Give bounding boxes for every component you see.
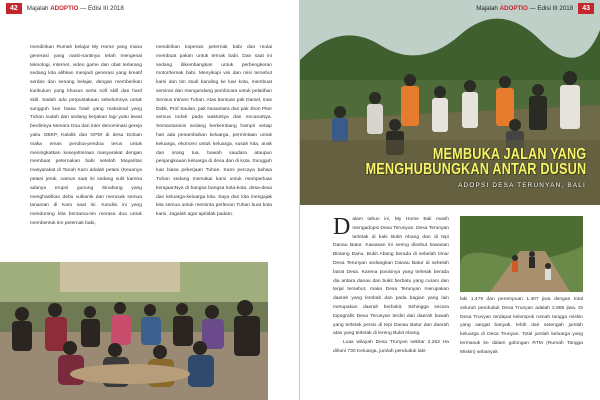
article-subtitle: ADOPSI DESA TERUNYAN, BALI [458, 182, 586, 189]
drop-cap: D [333, 214, 351, 240]
headline-line-2: MENGHUBUNGKAN ANTAR DUSUN [365, 161, 586, 178]
article-paragraph: Dalam tahun ini, My Home Bali masih mengadopsi Desa Terunyan. Desa Terunyan terletak di kaki Bukit Abang dan di tepi Danau Batur. Kawasan ini sering disebut kawasan Bintang Danu. Bukit Abang berada di sebelah timur Desa Terunyan sedangkan Danau Batur di sebelah barat Desa. Karena posisinya yang terletak berada dia antara danau dan bukit berbatu yang curam dan terjal tersebut, maka Desa Terunyan merupakan daerah yang lembah dan pada bagian yang lain merupakan daerah berbukit. Sehingga secara topografis Desa Terunyan terdiri dari daerah bawah yang terletak persis di tepi Danau Batur dan daerah atas yang terletak di lereng Bukit Abang. [333, 214, 449, 337]
right-page-header [476, 0, 594, 17]
article-column-2: mendirikan koperasi peternak babi dan mulai membuat pakan untuk ternak babi. Dan saat ini sedang dikembangkan untuk perbengkeran motor/ternak babi. Menyikapi visi dan misi tersebut kami dan tim studi banding ke luar kota, membuat seminar dan mengundang pembicara untuk pelatihan Sensus Intrans Tuhan. Atas bantuan pak Daniel, mas Didik, Prof Saulan, pak Nusantara dan pak Jhon Piter semua Indah pada waktuNya dan encanaNya. Semantaranis sedang berkembang hampir setiap hari ada penambahan keluarga, permintaan untuk keluarga, ekonomi untuk keluarga, susah kita, anak dan orang tua, bawah saudara ataupun penjangkauan keluarga di desa dan di kota. Sungguh luar biasa pekerjaan Tuhan. Kami percaya bahwa Tuhan sedang memakai kami untuk memperluas kerajaanNya di bangsa bangsa kota-kota, desa-desa dan keluarga-keluarga kita. Saya dan kita mengajak kita semua untuk meminta perlenan Tuhan buat kota kami. Jagalah agar apitidak padam. [156, 45, 272, 218]
article-column-1 [333, 216, 449, 357]
magazine-title: Majalah ADOPTIO — Edisi III 2018 [476, 5, 574, 12]
magazine-title: Majalah ADOPTIO — Edisi III 2018 [26, 5, 124, 12]
headline-line-1: MEMBUKA JALAN YANG [432, 146, 586, 163]
road-work-photo [460, 216, 583, 292]
article-headline [317, 147, 586, 189]
article-column-2: laki 1.479 dan perempuan 1.407 jiwa dengan total seluruh penduduk Desa Trunyan adalah 2.886 jiwa. Di Desa Trunyan terdapat kelompok rumah tangga miskin yang sangat banyak, lebih dari setengah jumlah keluarga di Desa Trunyan. Total jumlah keluarga yang termasuk ke dalam golongan RTM (Rumah Tangga Miskin) sebanyak [460, 297, 583, 355]
article-paragraph: Luas wilayah Desa Trunyan sekitar 2.263 Ha dihuni 730 Keluarga, jumlah penduduk laki- [333, 340, 449, 354]
right-page [300, 0, 600, 400]
left-page-header [6, 0, 124, 17]
page-number: 42 [6, 3, 22, 14]
group-meeting-photo [0, 262, 268, 400]
article-column-1: mendirikan Rumah belajar My Home yang mana generasi yang nanti-nantinya telah mengenal teknologi, internet, video game dan obat terlarang sedang kita alihkan menjadi generasi yang kreatif serdas dan senang belajar, dengan memberikan kurikulum yang khusus serta soft skill dan hard skill. Sadah ada perpustakaan sebelumnya untuk sungguh luar biasa hasil yang maksimal yang Tuhan sudah dan sedang kerjakan lagi yaitu lewat berdirinya Menara Doa dari inter denominasi gereja yaitu GBKP, Katolik dan GPDI di desa Doloan maka emas pendoa-pendoa terus untuk meningkatkan kesejahteraan masyarakat dengan membuat peternakan babi setelah Mayaritas masyarakat di Tanah Karo adalah petani (Keuanya petani jeruk, namun saat ini sedang sulit karena adanya erupsi gunung Sinabung yang menghasilkan debu vulkanik dan merusak semua tanaman di Karo saat ini. Kondisi ini yang mendorong kita bersama-tim merasa doa untuk membentuk tim peternak babi, [30, 45, 142, 226]
page-number: 43 [578, 3, 594, 14]
